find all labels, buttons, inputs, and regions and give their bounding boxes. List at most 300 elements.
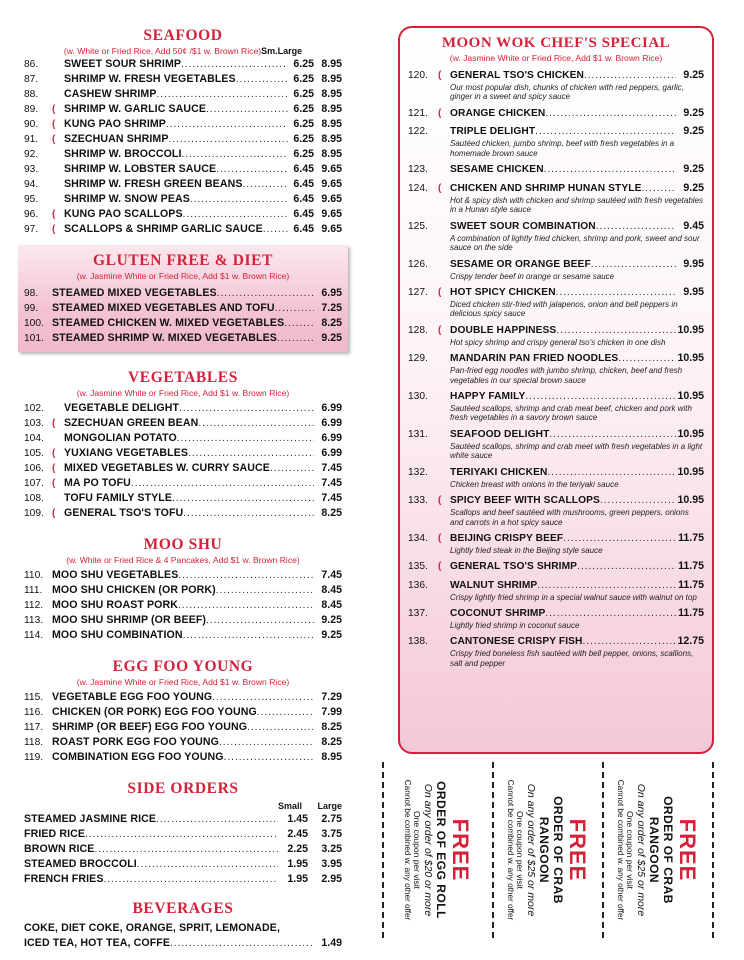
coupon-restriction: Cannot be combined w. any other offer: [506, 779, 515, 921]
item-name: STEAMED BROCCOLI: [24, 858, 137, 870]
price: 8.45: [321, 584, 342, 596]
menu-item-row: [24, 401, 342, 416]
item-name: ORANGE CHICKEN: [450, 107, 546, 119]
chef-special-item: [408, 389, 704, 423]
price: 9.25: [683, 106, 704, 119]
leader-dots: [544, 162, 676, 177]
menu-item-row: [24, 690, 342, 705]
item-number: 111.: [24, 585, 43, 596]
price-small: 6.45: [293, 193, 314, 205]
item-name: WALNUT SHRIMP: [450, 579, 538, 591]
price: 8.95: [321, 751, 342, 763]
item-number: 122.: [408, 126, 428, 138]
item-number: 104.: [24, 433, 44, 444]
chef-special-item: [408, 578, 704, 603]
item-name: ROAST PORK EGG FOO YOUNG: [52, 736, 220, 748]
spicy-marker: (: [438, 561, 442, 573]
coupon-limit: One coupon per visit: [515, 811, 525, 889]
chef-special-item: [408, 162, 704, 177]
menu-item-row: [408, 389, 704, 404]
item-description: Pan-fried egg noodles with jumbo shrimp, chicken, beef and fresh vegetables in our special brown sauce: [450, 366, 683, 385]
price: 9.25: [683, 68, 704, 81]
price-small: 6.25: [293, 118, 314, 130]
item-name: SHRIMP W. FRESH GREEN BEANS: [64, 178, 243, 190]
coupon-crab-rangoon[interactable]: [492, 762, 600, 938]
coupon-condition: On any order of $25 or more: [525, 783, 537, 917]
item-name: MA PO TOFU: [64, 477, 131, 489]
price: 10.95: [677, 352, 704, 364]
size-large-label: Large: [317, 801, 342, 811]
item-number: 95.: [24, 194, 39, 205]
coupon-title: ORDER OF EGG ROLL: [434, 781, 448, 919]
item-name: COMBINATION EGG FOO YOUNG: [52, 751, 224, 763]
leader-dots: [216, 162, 288, 177]
section-subtitle: (w. White or Fried Rice, Add 50¢ /$1 w. Brown Rice)Sm.Large: [63, 46, 303, 56]
item-name: STEAMED MIXED VEGETABLES AND TOFU: [52, 302, 275, 314]
section-title: GLUTEN FREE & DIET: [92, 252, 274, 269]
leader-dots: [169, 132, 289, 147]
item-number: 102.: [24, 403, 44, 414]
price-small: 1.95: [287, 858, 308, 870]
item-number: 125.: [408, 220, 428, 232]
item-number: 107.: [24, 478, 44, 489]
leader-dots: [584, 68, 676, 83]
price: 9.45: [683, 219, 704, 232]
beverages-section: [24, 899, 342, 951]
price: 9.25: [321, 332, 342, 344]
item-name: VEGETABLE EGG FOO YOUNG: [52, 691, 213, 703]
coupon-cut-line: [712, 762, 714, 938]
leader-dots: [525, 389, 676, 404]
spicy-marker: (: [438, 532, 442, 544]
menu-item-row: [408, 351, 704, 366]
price-small: 6.25: [293, 73, 314, 85]
leader-dots: [188, 446, 314, 461]
menu-item-row: [408, 559, 704, 574]
item-description: Chicken breast with onions in the teriyaki sauce: [450, 479, 619, 489]
item-number: 99.: [24, 303, 39, 314]
left-column: [24, 26, 342, 951]
leader-dots: [179, 401, 314, 416]
item-number: 120.: [408, 69, 428, 81]
item-number: 134.: [408, 532, 428, 544]
leader-dots: [103, 872, 278, 887]
menu-item-row: [24, 147, 342, 162]
item-number: 129.: [408, 353, 428, 364]
price-large: 9.65: [321, 208, 342, 220]
item-number: 87.: [24, 74, 39, 85]
gluten-free-list: [24, 286, 342, 346]
leader-dots: [212, 690, 314, 705]
item-description: Lightly fried steak in the Beijing style sauce: [450, 545, 603, 555]
price-small: 6.45: [293, 163, 314, 175]
leader-dots: [190, 192, 288, 207]
gluten-free-section: [18, 245, 348, 352]
item-description: Scallops and beef sautéed with mushrooms, green peppers, onions and carrots in a hot spicy sauce: [450, 507, 689, 527]
menu-item-row: [24, 57, 342, 72]
item-name: SHRIMP W. GARLIC SAUCE: [64, 103, 207, 115]
leader-dots: [545, 606, 676, 621]
menu-item-row: [24, 476, 342, 491]
menu-item-row: [24, 628, 342, 643]
item-number: 110.: [24, 570, 44, 581]
item-name: SPICY BEEF WITH SCALLOPS: [450, 494, 600, 506]
menu-item-row: [24, 568, 342, 583]
price: 11.75: [678, 607, 704, 620]
chef-special-item: [408, 106, 704, 121]
moo-shu-section: [24, 535, 342, 643]
price-large: 9.65: [321, 223, 342, 235]
item-name: SZECHUAN SHRIMP: [64, 133, 169, 145]
price-small: 6.25: [293, 148, 314, 160]
price: 9.25: [321, 614, 342, 626]
spicy-marker: (: [52, 508, 56, 519]
spicy-marker: (: [438, 324, 442, 336]
price-large: 8.95: [321, 58, 342, 70]
menu-item-row: [24, 857, 342, 872]
price-large: 8.95: [321, 148, 342, 160]
spicy-marker: (: [438, 494, 442, 506]
leader-dots: [172, 491, 314, 506]
item-description: Diced chicken stir-fried with jalapenos, onion and bell peppers in delicious spicy sauce: [450, 299, 678, 319]
spicy-marker: (: [438, 286, 442, 298]
leader-dots: [583, 634, 677, 649]
chef-special-item: [408, 257, 704, 282]
item-description: Lightly fried shrimp in coconut sauce: [450, 621, 580, 631]
menu-item-row: [24, 87, 342, 102]
price: 8.45: [321, 599, 342, 611]
item-name: FRENCH FRIES: [24, 873, 104, 885]
leader-dots: [547, 465, 676, 480]
side-orders-section: [24, 779, 342, 887]
item-description: Crispy tender beef in orange or sesame sauce: [450, 271, 615, 281]
item-name: VEGETABLE DELIGHT: [64, 402, 180, 414]
spicy-marker: (: [52, 134, 56, 145]
price-small: 2.45: [287, 828, 308, 840]
chef-special-item: [408, 559, 704, 574]
section-subtitle: (w. Jasmine White or Fried Rice, Add $1 w. Brown Rice): [76, 677, 290, 687]
spicy-marker: (: [52, 463, 56, 474]
leader-dots: [591, 257, 676, 272]
price: 7.25: [321, 302, 342, 314]
menu-item-row: [408, 578, 704, 593]
item-number: 94.: [24, 179, 39, 190]
item-name: MONGOLIAN POTATO: [64, 432, 177, 444]
chef-special-item: [408, 68, 704, 102]
menu-item-row: [24, 446, 342, 461]
section-subtitle: (w. Jasmine White or Fried Rice, Add $1 w. Brown Rice): [76, 271, 290, 281]
price-small: 6.25: [293, 88, 314, 100]
price-small: 6.25: [293, 133, 314, 145]
menu-item-row: [24, 177, 342, 192]
menu-item-row: [24, 613, 342, 628]
leader-dots: [535, 124, 676, 139]
section-title: VEGETABLES: [128, 369, 238, 386]
price-large: 9.65: [321, 193, 342, 205]
menu-item-row: [24, 842, 342, 857]
menu-item-row: [24, 431, 342, 446]
item-name: SWEET SOUR COMBINATION: [450, 220, 596, 232]
chef-special-item: [408, 124, 704, 158]
price: 7.45: [321, 569, 342, 581]
item-number: 93.: [24, 164, 39, 175]
moo-shu-list: [24, 568, 342, 643]
section-subtitle: (w. White or Fried Rice & 4 Pancakes, Add $1 w. Brown Rice): [66, 555, 300, 565]
item-number: 97.: [24, 224, 39, 235]
egg-foo-young-section: [24, 657, 342, 765]
coupon-egg-roll[interactable]: [382, 762, 490, 938]
right-column: [398, 26, 714, 754]
egg-foo-young-list: [24, 690, 342, 765]
menu-item-row: [408, 493, 704, 508]
price: 9.25: [683, 125, 704, 138]
item-name: CANTONESE CRISPY FISH: [450, 636, 583, 648]
item-name: CHICKEN AND SHRIMP HUNAN STYLE: [450, 182, 642, 194]
item-number: 88.: [24, 89, 39, 100]
item-number: 103.: [24, 418, 44, 429]
item-number: 113.: [24, 615, 44, 626]
section-title: BEVERAGES: [132, 900, 234, 917]
menu-item-row: [24, 750, 342, 765]
menu-item-row: [408, 634, 704, 649]
leader-dots: [277, 331, 314, 346]
leader-dots: [177, 431, 314, 446]
leader-dots: [270, 461, 314, 476]
price-large: 8.95: [321, 118, 342, 130]
leader-dots: [206, 613, 314, 628]
chef-special-item: [408, 465, 704, 490]
item-number: 121.: [408, 107, 428, 119]
item-number: 115.: [24, 692, 44, 703]
item-number: 108.: [24, 493, 44, 504]
spicy-marker: (: [52, 104, 56, 115]
price: 10.95: [677, 323, 704, 336]
price-large: 9.65: [321, 178, 342, 190]
item-number: 91.: [24, 134, 39, 145]
item-name: SHRIMP W. BROCCOLI: [64, 148, 182, 160]
price-large: 8.95: [321, 88, 342, 100]
item-description: Sautéed scallops, shrimp and crab meet with fresh vegetables in a light white sauce: [450, 441, 703, 461]
price-small: 6.45: [293, 178, 314, 190]
item-name: MOO SHU CHICKEN (OR PORK): [52, 584, 216, 596]
leader-dots: [641, 181, 676, 196]
price-large: 8.95: [321, 73, 342, 85]
spicy-marker: (: [52, 209, 56, 220]
spicy-marker: (: [52, 478, 56, 489]
item-name: CASHEW SHRIMP: [64, 88, 157, 100]
spicy-marker: (: [52, 224, 56, 235]
spicy-marker: (: [52, 418, 56, 429]
item-name: SHRIMP W. FRESH VEGETABLES: [64, 73, 236, 85]
menu-item-row: [408, 124, 704, 139]
price: 6.99: [321, 417, 342, 429]
menu-item-row: [408, 427, 704, 442]
item-description: Sautéed chicken, jumbo shrimp, beef with fresh vegetables in a homemade brown sauce: [450, 139, 675, 158]
leader-dots: [563, 531, 676, 546]
price: 7.45: [321, 477, 342, 489]
side-orders-list: [24, 812, 342, 887]
item-number: 116.: [24, 707, 44, 718]
price-large: 9.65: [321, 163, 342, 175]
price: 8.25: [321, 736, 342, 748]
section-title: MOON WOK CHEF'S SPECIAL: [441, 35, 671, 51]
item-number: 114.: [24, 630, 44, 641]
spicy-marker: (: [52, 119, 56, 130]
item-name: STEAMED CHICKEN W. MIXED VEGETABLES: [52, 317, 285, 329]
menu-item-row: [24, 416, 342, 431]
price: 10.95: [677, 465, 704, 478]
item-number: 133.: [408, 494, 428, 506]
leader-dots: [537, 578, 676, 593]
leader-dots: [284, 316, 314, 331]
price: 9.95: [683, 257, 704, 270]
price-large: 3.75: [321, 828, 342, 840]
item-name: TRIPLE DELIGHT: [450, 126, 536, 138]
item-name: HOT SPICY CHICKEN: [450, 286, 556, 298]
price: 11.75: [678, 578, 704, 591]
item-name: SHRIMP W. SNOW PEAS: [64, 193, 190, 205]
leader-dots: [549, 427, 676, 442]
price: 8.25: [321, 721, 342, 733]
item-name: KUNG PAO SCALLOPS: [64, 208, 183, 220]
menu-item-row: [408, 531, 704, 546]
menu-item-row: [408, 106, 704, 121]
item-number: 86.: [24, 59, 39, 70]
leader-dots: [178, 598, 314, 613]
section-subtitle: (w. Jasmine White or Fried Rice, Add $1 w. Brown Rice): [449, 53, 663, 63]
item-name: SHRIMP (OR BEEF) EGG FOO YOUNG: [52, 721, 248, 733]
item-description: A combination of lightly fried chicken, shrimp and pork, sweet and sour sauce on the side: [450, 233, 700, 253]
leader-dots: [236, 72, 288, 87]
item-name: MANDARIN PAN FRIED NOODLES: [450, 353, 619, 364]
chef-special-list: [408, 68, 704, 669]
price: 7.99: [321, 706, 342, 718]
price: 7.45: [321, 462, 342, 474]
leader-dots: [178, 568, 314, 583]
menu-item-row: [408, 68, 704, 83]
item-number: 132.: [408, 466, 428, 478]
size-large-label: Large: [277, 46, 303, 56]
item-description: Hot & spicy dish with chicken and shrimp sautéed with fresh vegetables in a Hunan style sauce: [450, 195, 704, 215]
leader-dots: [181, 57, 288, 72]
chef-special-item: [408, 493, 704, 527]
spicy-marker: (: [438, 69, 442, 81]
price-large: 2.95: [321, 873, 342, 885]
item-number: 137.: [408, 608, 428, 620]
chef-special-item: [408, 181, 704, 215]
item-number: 118.: [24, 737, 44, 748]
item-name: STEAMED SHRIMP W. MIXED VEGETABLES: [52, 332, 277, 344]
leader-dots: [263, 222, 288, 237]
item-name: GENERAL TSO'S TOFU: [64, 507, 184, 519]
item-number: 92.: [24, 149, 39, 160]
coupon-crab-rangoon-2[interactable]: [602, 762, 710, 938]
menu-item-row: [408, 606, 704, 621]
item-description: Sautéed scallops, shrimp and crab meat beef, chicken and pork with fresh vegetables in a savory brown sauce: [450, 403, 692, 423]
item-name: GENERAL TSO'S SHRIMP: [450, 561, 578, 573]
price: 9.95: [683, 285, 704, 298]
spicy-marker: (: [438, 182, 442, 194]
menu-item-row: [408, 219, 704, 234]
item-name: SWEET SOUR SHRIMP: [64, 58, 182, 70]
menu-item-row: [24, 827, 342, 842]
item-number: 98.: [24, 288, 39, 299]
leader-dots: [577, 559, 676, 574]
price: 9.25: [683, 163, 704, 176]
menu-item-row: [24, 705, 342, 720]
leader-dots: [600, 493, 676, 508]
menu-item-row: [24, 735, 342, 750]
menu-item-row: [408, 285, 704, 300]
item-name: STEAMED JASMINE RICE: [24, 813, 157, 825]
item-number: 90.: [24, 119, 39, 130]
menu-item-row: [24, 331, 342, 346]
price-small: 6.25: [293, 58, 314, 70]
leader-dots: [545, 106, 676, 121]
size-small-label: Sm.: [261, 46, 278, 56]
price: 10.95: [677, 389, 704, 402]
price-small: 6.45: [293, 208, 314, 220]
price: 12.75: [677, 635, 704, 648]
item-number: 109.: [24, 508, 44, 519]
menu-item-row: [408, 162, 704, 177]
chef-special-item: [408, 531, 704, 556]
seafood-section: [24, 26, 342, 237]
price-large: 8.95: [321, 103, 342, 115]
coupon-free: FREE: [675, 818, 700, 882]
section-title: MOO SHU: [143, 536, 223, 553]
menu-item-row: [24, 506, 342, 521]
vegetables-list: [24, 401, 342, 521]
coupon-restriction: Cannot be combined w. any other offer: [403, 779, 412, 921]
spicy-marker: (: [438, 107, 442, 119]
chef-special-item: [408, 634, 704, 668]
coupon-title: ORDER OF CRAB RANGOON: [647, 796, 675, 904]
item-name: MOO SHU COMBINATION: [52, 629, 183, 641]
price: 8.25: [321, 507, 342, 519]
coupons-strip: [382, 762, 714, 938]
section-title: EGG FOO YOUNG: [112, 658, 254, 675]
menu-item-row: [24, 461, 342, 476]
price: 10.95: [677, 493, 704, 506]
leader-dots: [243, 177, 289, 192]
item-name: TERIYAKI CHICKEN: [450, 466, 548, 478]
item-name: SEAFOOD DELIGHT: [450, 428, 550, 440]
price: 7.45: [321, 492, 342, 504]
item-name: FRIED RICE: [24, 828, 86, 840]
coupon-free: FREE: [565, 818, 590, 882]
beverage-line: ICED TEA, HOT TEA, COFFE ..... 1.49: [24, 936, 342, 951]
item-number: 138.: [408, 636, 428, 648]
menu-item-row: [24, 316, 342, 331]
leader-dots: [166, 117, 288, 132]
item-number: 96.: [24, 209, 39, 220]
item-number: 89.: [24, 104, 39, 115]
leader-dots: [257, 705, 314, 720]
leader-dots: [170, 936, 314, 951]
item-description: Our most popular dish, chunks of chicken with red peppers, garlic, ginger in a sweet and spicy sauce: [450, 82, 684, 102]
item-description: Crispy lightly fried shrimp in a special walnut sauce with walnut on top: [450, 592, 697, 602]
price: 11.75: [678, 560, 704, 573]
chef-special-box: [398, 26, 714, 754]
item-name: MIXED VEGETABLES W. CURRY SAUCE: [64, 462, 270, 474]
menu-item-row: [24, 286, 342, 301]
item-name: SESAME OR ORANGE BEEF: [450, 258, 591, 270]
item-number: 123.: [408, 164, 428, 176]
chef-special-item: [408, 351, 704, 385]
price: 6.99: [321, 432, 342, 444]
leader-dots: [556, 323, 676, 338]
